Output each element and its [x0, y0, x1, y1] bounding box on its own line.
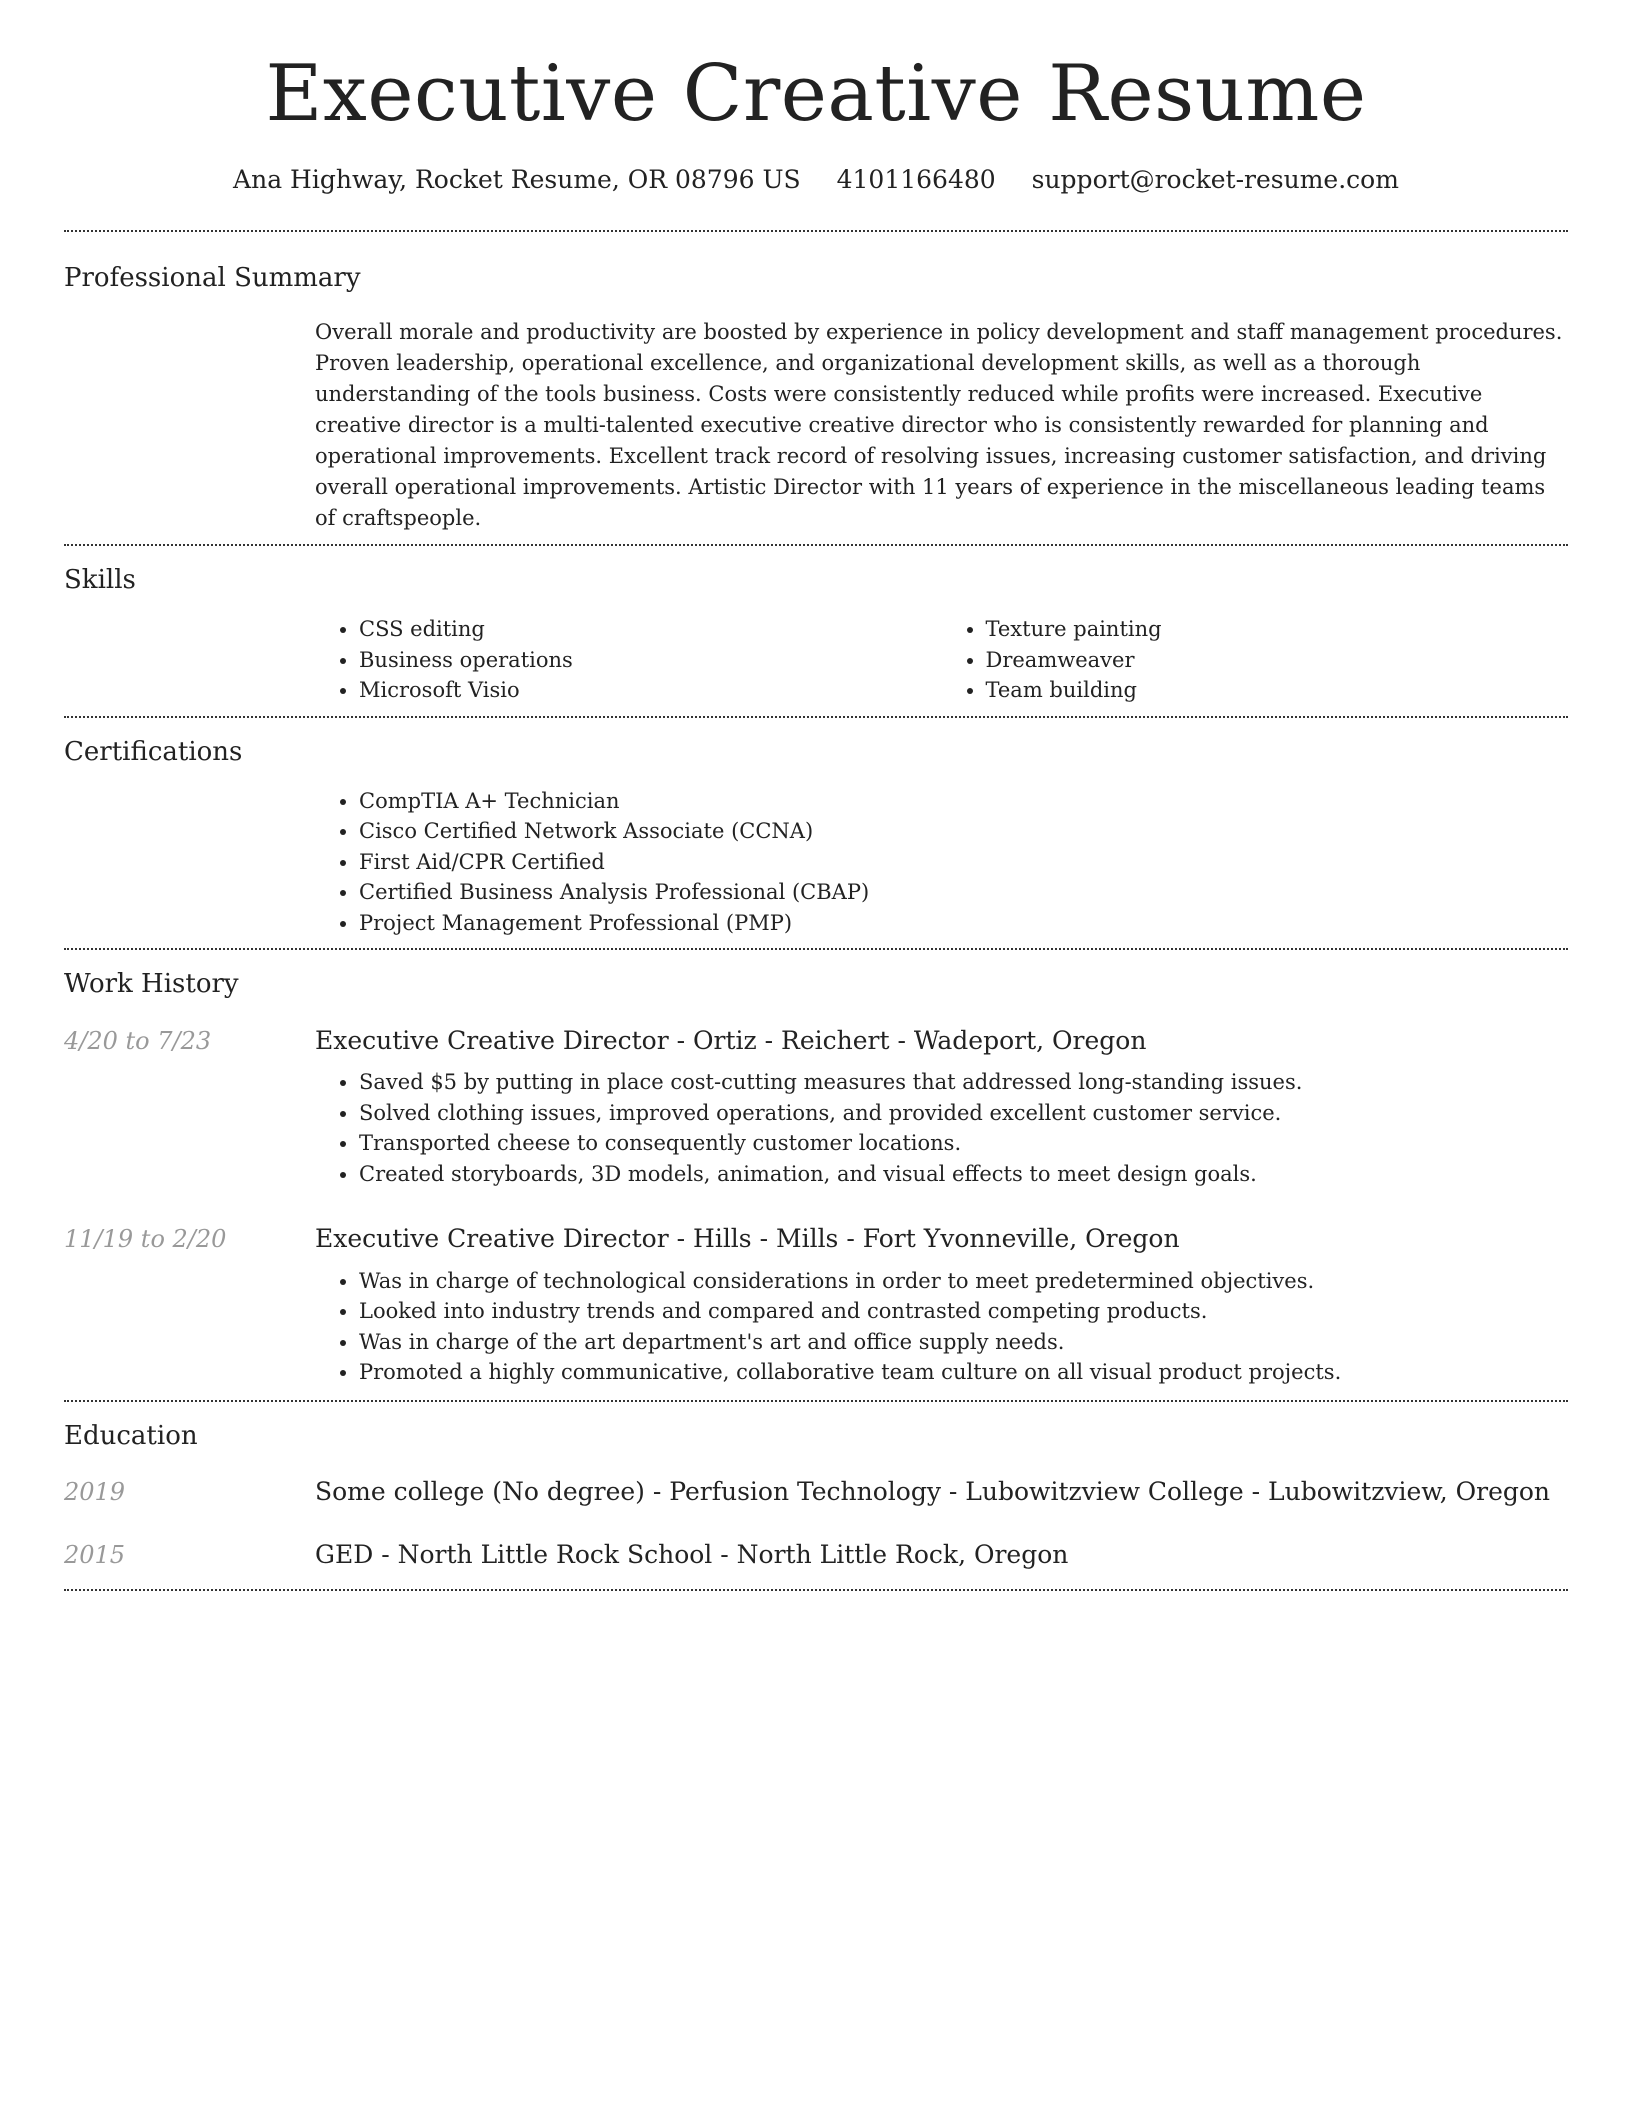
divider [64, 1589, 1568, 1591]
job-dates: 11/19 to 2/20 [64, 1225, 227, 1254]
education-entry [64, 1476, 1568, 1509]
education-heading-text: Some college (No degree) - Perfusion Technology - Lubowitzview College - Lubowitzview, Oregon [315, 1477, 1551, 1507]
skills-list-right [942, 614, 1569, 706]
job-bullet: • Solved clothing issues, improved operations, and provided excellent customer service. [359, 1098, 1568, 1129]
job-bullet-list [315, 1067, 1568, 1189]
education-section [64, 1402, 1568, 1589]
summary-heading: Professional Summary [64, 263, 361, 294]
skills-heading: Skills [64, 564, 136, 595]
education-year: 2019 [64, 1478, 126, 1507]
certification-item: • Project Management Professional (PMP) [359, 908, 1568, 939]
resume-header [64, 0, 1568, 196]
certification-item: • First Aid/CPR Certified [359, 847, 1568, 878]
certifications-list [315, 786, 1568, 939]
education-heading-text: GED - North Little Rock School - North Little Rock, Oregon [315, 1539, 1069, 1569]
contact-address: Ana Highway, Rocket Resume, OR 08796 US [233, 164, 801, 194]
job-header-row [64, 1025, 1568, 1058]
education-year: 2015 [64, 1540, 126, 1569]
certifications-section [64, 718, 1568, 949]
skill-item: • Business operations [359, 645, 942, 676]
job-dates: 4/20 to 7/23 [64, 1026, 212, 1055]
job-bullet: • Was in charge of technological considerations in order to meet predetermined objectives. [359, 1266, 1568, 1297]
job-bullet: • Looked into industry trends and compared and contrasted competing products. [359, 1296, 1568, 1327]
job-heading: Executive Creative Director - Ortiz - Reichert - Wadeport, Oregon [315, 1025, 1147, 1055]
work-history-section [64, 950, 1568, 1399]
summary-section [64, 232, 1568, 543]
contact-line [64, 164, 1568, 197]
education-heading: Education [64, 1420, 198, 1451]
job-bullet: • Was in charge of the art department's art and office supply needs. [359, 1327, 1568, 1358]
job-bullet: • Transported cheese to consequently customer locations. [359, 1128, 1568, 1159]
certifications-body [315, 786, 1568, 949]
job-heading: Executive Creative Director - Hills - Mills - Fort Yvonneville, Oregon [315, 1224, 1180, 1254]
resume-title: Executive Creative Resume [265, 49, 1367, 139]
certification-item: • Cisco Certified Network Associate (CCNA) [359, 816, 1568, 847]
certifications-heading: Certifications [64, 736, 243, 767]
skill-item: • CSS editing [359, 614, 942, 645]
skills-list-left [315, 614, 942, 706]
contact-email: support@rocket-resume.com [1031, 164, 1399, 194]
skill-item: • Microsoft Visio [359, 675, 942, 706]
summary-body [315, 317, 1568, 544]
job-bullet: • Created storyboards, 3D models, animation, and visual effects to meet design goals. [359, 1159, 1568, 1190]
job-bullet-list [315, 1266, 1568, 1388]
contact-phone: 4101166480 [836, 164, 996, 194]
skill-item: • Texture painting [986, 614, 1569, 645]
summary-text: Overall morale and productivity are boosted by experience in policy development and staff management procedures. Proven leadership, operational excellence, and organizational development skills, as well as a thorough understanding of the tools business. Costs were consistently reduced while profits were increased. Executive creative director is a multi-talented executive creative director who is consistently rewarded for planning and operational improvements. Excellent track record of resolving issues, increasing customer satisfaction, and driving overall operational improvements. Artistic Director with 11 years of experience in the miscellaneous leading teams of craftspeople. [315, 319, 1563, 530]
work-history-heading: Work History [64, 969, 239, 1000]
certification-item: • CompTIA A+ Technician [359, 786, 1568, 817]
job-entry [64, 1223, 1568, 1388]
job-bullet: • Promoted a highly communicative, collaborative team culture on all visual product projects. [359, 1357, 1568, 1388]
job-header-row [64, 1223, 1568, 1256]
job-entry [64, 1025, 1568, 1190]
education-entry [64, 1539, 1568, 1572]
skill-item: • Team building [986, 675, 1569, 706]
certification-item: • Certified Business Analysis Professional (CBAP) [359, 877, 1568, 908]
skills-grid [315, 614, 1568, 716]
skills-section [64, 546, 1568, 716]
job-bullet: • Saved $5 by putting in place cost-cutting measures that addressed long-standing issues. [359, 1067, 1568, 1098]
skill-item: • Dreamweaver [986, 645, 1569, 676]
